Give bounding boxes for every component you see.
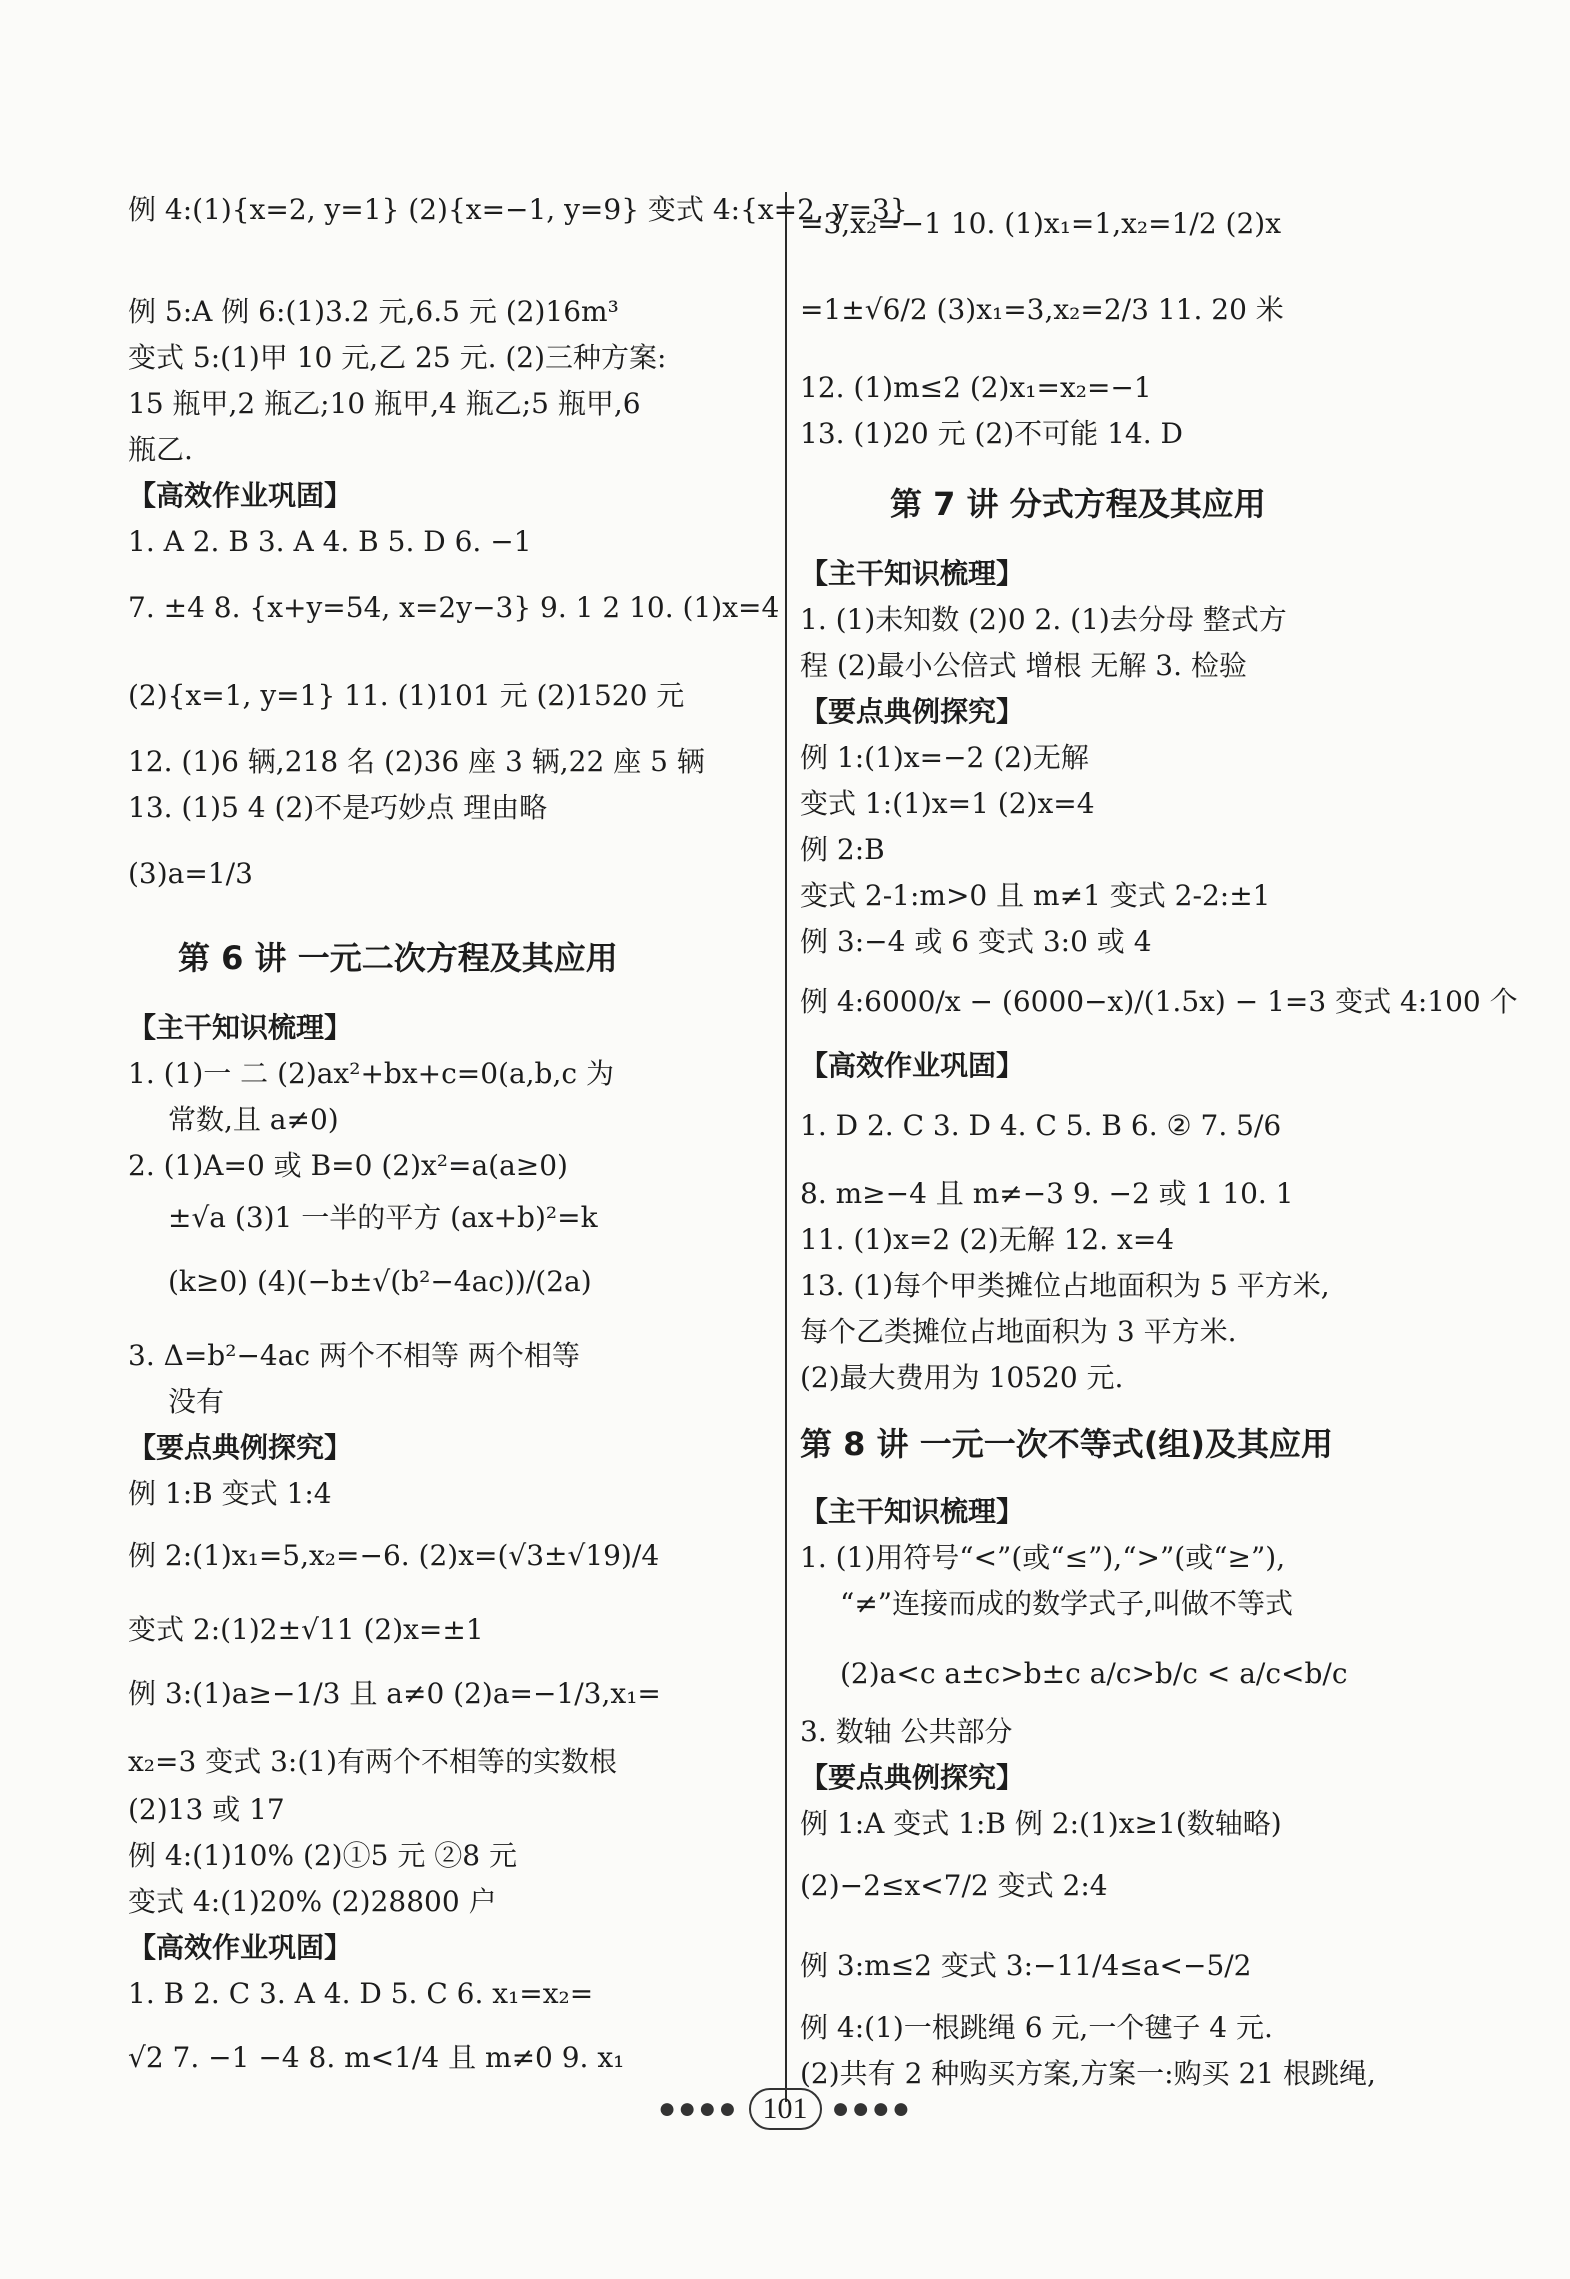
answer-line: 变式 2:(1)2±√11 (2)x=±1 bbox=[128, 1613, 484, 1646]
answer-line: 1. D 2. C 3. D 4. C 5. B 6. ② 7. 5/6 bbox=[800, 1109, 1282, 1142]
answer-line: (k≥0) (4)(−b±√(b²−4ac))/(2a) bbox=[168, 1265, 592, 1298]
dots-decoration-icon: ●●●● bbox=[658, 2092, 739, 2125]
answer-line: 例 4:6000/x − (6000−x)/(1.5x) − 1=3 变式 4:100 个 bbox=[800, 985, 1518, 1018]
answer-line: 变式 4:(1)20% (2)28800 户 bbox=[128, 1885, 497, 1918]
answer-line: =3,x₂=−1 10. (1)x₁=1,x₂=1/2 (2)x bbox=[800, 207, 1282, 240]
answer-line: 例 1:A 变式 1:B 例 2:(1)x≥1(数轴略) bbox=[800, 1807, 1282, 1840]
answer-line: 12. (1)6 辆,218 名 (2)36 座 3 辆,22 座 5 辆 bbox=[128, 745, 705, 778]
answer-line: 没有 bbox=[168, 1385, 225, 1418]
answer-line: 2. (1)A=0 或 B=0 (2)x²=a(a≥0) bbox=[128, 1149, 568, 1182]
answer-line: 15 瓶甲,2 瓶乙;10 瓶甲,4 瓶乙;5 瓶甲,6 bbox=[128, 387, 641, 420]
answer-line: (2)−2≤x<7/2 变式 2:4 bbox=[800, 1869, 1108, 1902]
answer-line: 程 (2)最小公倍式 增根 无解 3. 检验 bbox=[800, 649, 1247, 682]
section-heading: 【要点典例探究】 bbox=[800, 1761, 1025, 1794]
section-heading: 【主干知识梳理】 bbox=[128, 1011, 353, 1044]
answer-line: 13. (1)每个甲类摊位占地面积为 5 平方米, bbox=[800, 1269, 1330, 1302]
section-heading: 【高效作业巩固】 bbox=[800, 1049, 1025, 1082]
answer-line: 例 5:A 例 6:(1)3.2 元,6.5 元 (2)16m³ bbox=[128, 295, 619, 328]
answer-line: 12. (1)m≤2 (2)x₁=x₂=−1 bbox=[800, 371, 1152, 404]
answer-line: 变式 2-1:m>0 且 m≠1 变式 2-2:±1 bbox=[800, 879, 1271, 912]
answer-line: 每个乙类摊位占地面积为 3 平方米. bbox=[800, 1315, 1237, 1348]
answer-line: 例 4:(1)10% (2)①5 元 ②8 元 bbox=[128, 1839, 517, 1872]
page-footer bbox=[0, 2088, 1570, 2130]
answer-line: 例 1:(1)x=−2 (2)无解 bbox=[800, 741, 1089, 774]
answer-line: 1. A 2. B 3. A 4. B 5. D 6. −1 bbox=[128, 525, 532, 558]
answer-line: (2)共有 2 种购买方案,方案一:购买 21 根跳绳, bbox=[800, 2057, 1376, 2090]
answer-line: 例 4:(1){x=2, y=1} (2){x=−1, y=9} 变式 4:{x=2, y=3} bbox=[128, 193, 908, 226]
section-heading: 【要点典例探究】 bbox=[800, 695, 1025, 728]
answer-line: x₂=3 变式 3:(1)有两个不相等的实数根 bbox=[128, 1745, 618, 1778]
answer-line: 例 1:B 变式 1:4 bbox=[128, 1477, 332, 1510]
chapter-title: 第 8 讲 一元一次不等式(组)及其应用 bbox=[800, 1425, 1333, 1463]
answer-line: 例 4:(1)一根跳绳 6 元,一个毽子 4 元. bbox=[800, 2011, 1273, 2044]
section-heading: 【要点典例探究】 bbox=[128, 1431, 353, 1464]
answer-line: 例 3:(1)a≥−1/3 且 a≠0 (2)a=−1/3,x₁= bbox=[128, 1677, 661, 1710]
answer-line: 13. (1)20 元 (2)不可能 14. D bbox=[800, 417, 1183, 450]
answer-line: 常数,且 a≠0) bbox=[168, 1103, 339, 1136]
answer-line: 例 2:(1)x₁=5,x₂=−6. (2)x=(√3±√19)/4 bbox=[128, 1539, 660, 1572]
answer-line: 例 3:m≤2 变式 3:−11/4≤a<−5/2 bbox=[800, 1949, 1252, 1982]
section-heading: 【高效作业巩固】 bbox=[128, 479, 353, 512]
answer-line: (2)a<c a±c>b±c a/c>b/c < a/c<b/c bbox=[840, 1657, 1348, 1690]
section-heading: 【主干知识梳理】 bbox=[800, 557, 1025, 590]
chapter-title: 第 6 讲 一元二次方程及其应用 bbox=[178, 939, 618, 977]
section-heading: 【高效作业巩固】 bbox=[128, 1931, 353, 1964]
answer-line: 1. (1)未知数 (2)0 2. (1)去分母 整式方 bbox=[800, 603, 1287, 636]
answer-line: ±√a (3)1 一半的平方 (ax+b)²=k bbox=[168, 1201, 598, 1234]
column-divider bbox=[785, 192, 787, 2102]
answer-line: 13. (1)5 4 (2)不是巧妙点 理由略 bbox=[128, 791, 548, 824]
answer-line: (3)a=1/3 bbox=[128, 857, 253, 890]
answer-line: 例 2:B bbox=[800, 833, 885, 866]
answer-line: “≠”连接而成的数学式子,叫做不等式 bbox=[840, 1587, 1293, 1620]
answer-line: (2)13 或 17 bbox=[128, 1793, 285, 1826]
answer-line: (2)最大费用为 10520 元. bbox=[800, 1361, 1124, 1394]
answer-line: 例 3:−4 或 6 变式 3:0 或 4 bbox=[800, 925, 1152, 958]
page-number: 101 bbox=[749, 2088, 822, 2130]
dots-decoration-icon: ●●●● bbox=[831, 2092, 912, 2125]
answer-line: =1±√6/2 (3)x₁=3,x₂=2/3 11. 20 米 bbox=[800, 293, 1284, 326]
section-heading: 【主干知识梳理】 bbox=[800, 1495, 1025, 1528]
answer-line: 变式 1:(1)x=1 (2)x=4 bbox=[800, 787, 1095, 820]
answer-line: 变式 5:(1)甲 10 元,乙 25 元. (2)三种方案: bbox=[128, 341, 667, 374]
answer-line: 1. (1)一 二 (2)ax²+bx+c=0(a,b,c 为 bbox=[128, 1057, 614, 1090]
answer-line: 瓶乙. bbox=[128, 433, 193, 466]
answer-line: 1. (1)用符号“<”(或“≤”),“>”(或“≥”), bbox=[800, 1541, 1286, 1574]
answer-line: 3. 数轴 公共部分 bbox=[800, 1715, 1013, 1748]
answer-line: 8. m≥−4 且 m≠−3 9. −2 或 1 10. 1 bbox=[800, 1177, 1294, 1210]
answer-line: 1. B 2. C 3. A 4. D 5. C 6. x₁=x₂= bbox=[128, 1977, 594, 2010]
answer-line: √2 7. −1 −4 8. m<1/4 且 m≠0 9. x₁ bbox=[128, 2041, 625, 2074]
answer-line: 7. ±4 8. {x+y=54, x=2y−3} 9. 1 2 10. (1)x=4 bbox=[128, 591, 780, 624]
answer-line: 3. Δ=b²−4ac 两个不相等 两个相等 bbox=[128, 1339, 580, 1372]
answer-line: 11. (1)x=2 (2)无解 12. x=4 bbox=[800, 1223, 1175, 1256]
chapter-title: 第 7 讲 分式方程及其应用 bbox=[890, 485, 1266, 523]
answer-line: (2){x=1, y=1} 11. (1)101 元 (2)1520 元 bbox=[128, 679, 685, 712]
